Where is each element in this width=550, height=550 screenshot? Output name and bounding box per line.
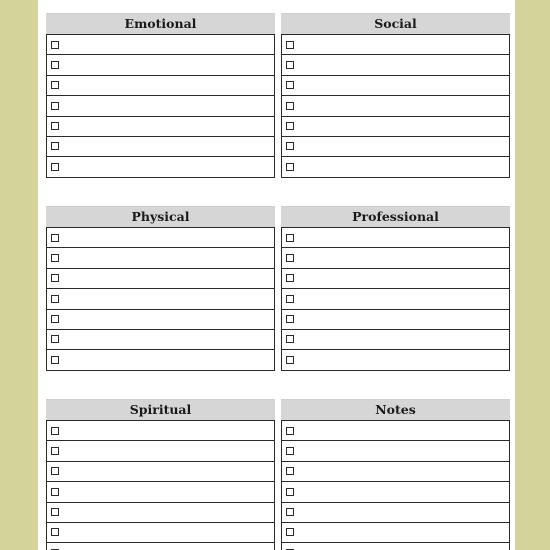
section-social [281,13,510,178]
section-professional [281,206,510,371]
checklist-row[interactable] [282,543,509,550]
checkbox[interactable] [286,142,294,150]
checklist-row[interactable] [47,310,274,330]
checkbox[interactable] [51,102,59,110]
checkbox[interactable] [286,163,294,171]
checklist-row[interactable] [282,228,509,248]
planner-page [38,0,515,550]
checklist-row[interactable] [282,441,509,461]
checkbox[interactable] [51,356,59,364]
checkbox[interactable] [51,295,59,303]
checklist-row[interactable] [47,462,274,482]
checklist-row[interactable] [47,421,274,441]
checklist-row[interactable] [282,269,509,289]
checklist-row[interactable] [282,310,509,330]
checklist-row[interactable] [282,482,509,502]
checkbox[interactable] [51,254,59,262]
checklist-row[interactable] [282,330,509,350]
section-title: Notes [281,399,510,420]
checkbox[interactable] [286,41,294,49]
checkbox[interactable] [286,488,294,496]
checklist-row[interactable] [47,157,274,177]
checklist [281,34,510,178]
checkbox[interactable] [286,528,294,536]
checklist-row[interactable] [47,543,274,550]
checklist-row[interactable] [47,117,274,137]
checklist-row[interactable] [47,76,274,96]
section-title: Social [281,13,510,34]
checklist-row[interactable] [47,482,274,502]
checklist-row[interactable] [47,441,274,461]
checkbox[interactable] [51,142,59,150]
checkbox[interactable] [286,81,294,89]
checklist-row[interactable] [282,96,509,116]
checklist [46,34,275,178]
checkbox[interactable] [286,274,294,282]
checkbox[interactable] [51,467,59,475]
checklist-row[interactable] [282,55,509,75]
checklist-row[interactable] [282,35,509,55]
checkbox[interactable] [51,447,59,455]
checklist-row[interactable] [47,248,274,268]
checkbox[interactable] [51,427,59,435]
checklist-row[interactable] [282,462,509,482]
checklist-row[interactable] [47,35,274,55]
checklist-row[interactable] [47,269,274,289]
section-spiritual [46,399,275,550]
section-emotional [46,13,275,178]
checkbox[interactable] [51,122,59,130]
checkbox[interactable] [286,254,294,262]
checkbox[interactable] [286,447,294,455]
checkbox[interactable] [51,508,59,516]
section-title: Physical [46,206,275,227]
checklist-row[interactable] [47,289,274,309]
checkbox[interactable] [51,163,59,171]
checklist-row[interactable] [282,503,509,523]
checklist-row[interactable] [282,350,509,370]
checklist-row[interactable] [282,421,509,441]
checkbox[interactable] [286,315,294,323]
checklist-row[interactable] [47,55,274,75]
checkbox[interactable] [286,427,294,435]
checkbox[interactable] [286,356,294,364]
checklist-row[interactable] [282,76,509,96]
checkbox[interactable] [286,508,294,516]
checklist [281,227,510,371]
checklist [281,420,510,550]
checklist-row[interactable] [47,523,274,543]
checklist-row[interactable] [282,289,509,309]
checklist-row[interactable] [282,137,509,157]
checkbox[interactable] [51,234,59,242]
section-title: Emotional [46,13,275,34]
checkbox[interactable] [51,274,59,282]
checkbox[interactable] [286,295,294,303]
checkbox[interactable] [51,335,59,343]
section-title: Spiritual [46,399,275,420]
checkbox[interactable] [286,234,294,242]
checklist-row[interactable] [282,248,509,268]
checklist-row[interactable] [282,157,509,177]
checklist-row[interactable] [47,228,274,248]
checklist-row[interactable] [47,96,274,116]
checkbox[interactable] [51,488,59,496]
section-physical [46,206,275,371]
checklist-row[interactable] [282,523,509,543]
checkbox[interactable] [286,102,294,110]
checklist-row[interactable] [47,330,274,350]
checklist-row[interactable] [282,117,509,137]
checkbox[interactable] [286,61,294,69]
checkbox[interactable] [286,467,294,475]
checkbox[interactable] [51,41,59,49]
checklist [46,227,275,371]
checkbox[interactable] [286,335,294,343]
checkbox[interactable] [51,528,59,536]
section-notes [281,399,510,550]
checklist-row[interactable] [47,137,274,157]
checklist-row[interactable] [47,503,274,523]
checkbox[interactable] [286,122,294,130]
checklist-row[interactable] [47,350,274,370]
checkbox[interactable] [51,61,59,69]
checklist [46,420,275,550]
section-title: Professional [281,206,510,227]
checkbox[interactable] [51,315,59,323]
checkbox[interactable] [51,81,59,89]
